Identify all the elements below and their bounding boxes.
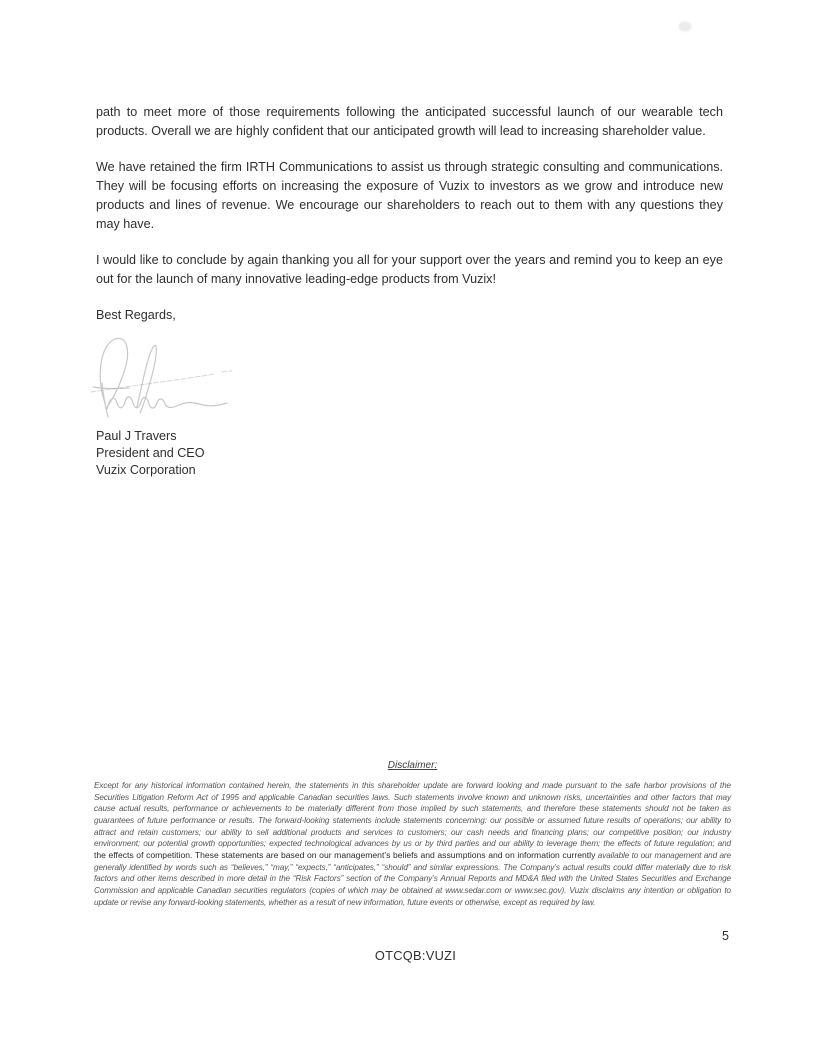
paragraph-line: out for the launch of many innovative leading-edge products from Vuzix! [96, 272, 496, 286]
signer-title: President and CEO [96, 446, 205, 460]
disclaimer-segment: Securities Litigation Reform Act of 1995 and applicable Canadian securities laws. Such statements involve known and unknown risks, uncertainties and other factors that may [94, 792, 731, 802]
stock-ticker: OTCQB:VUZI [374, 948, 457, 963]
signature-image [85, 333, 250, 428]
handwritten-signature-svg [85, 333, 250, 428]
disclaimer-line [94, 827, 731, 839]
paragraph [96, 251, 723, 289]
paragraph-line: We have retained the firm IRTH Communications to assist us through strategic consulting and communications. [96, 160, 723, 174]
disclaimer-segment: update or revise any forward-looking statements, whether as a result of new information, future events or otherwise, except as required by law. [94, 897, 596, 907]
signature-stroke [107, 397, 227, 409]
disclaimer-segment: guarantees of future performance or results. The forward-looking statements include statements concerning: our possible or assumed future results of operations; our ability to [94, 815, 731, 825]
letter-paragraphs [96, 103, 723, 342]
paragraph [96, 306, 723, 325]
paragraph-line: may have. [96, 217, 155, 231]
paragraph [96, 158, 723, 234]
signature-stroke [222, 371, 232, 372]
paragraph-line: Best Regards, [96, 308, 176, 322]
disclaimer-line [94, 862, 731, 874]
signer-company: Vuzix Corporation [96, 463, 196, 477]
paragraph-line: products. Overall we are highly confident that our anticipated growth will lead to increasing shareholder value. [96, 124, 706, 138]
disclaimer-segment: generally identified by words such as “believes,” “may,” “expects,” “anticipates,” “should” and similar expressions. The Company’s actual results could differ materially due to risk [94, 862, 731, 872]
disclaimer-line [94, 815, 731, 827]
disclaimer-segment: attract and retain customers; our ability to sell additional products and services to customers; our cash needs and financing plans; our competitive position; our industry [94, 827, 731, 837]
disclaimer-body [94, 780, 731, 908]
disclaimer-heading: Disclaimer: [387, 760, 438, 771]
disclaimer-line [94, 803, 731, 815]
signature-block [96, 428, 205, 479]
signer-name: Paul J Travers [96, 429, 177, 443]
disclaimer-segment: Commission and applicable Canadian securities regulators (copies of which may be obtained at www.sedar.com or www.sec.gov). Vuzix disclaims any intention or obligation to [94, 885, 731, 895]
paragraph [96, 103, 723, 141]
disclaimer-segment: factors and other items described in more detail in the “Risk Factors” section of the Company’s Annual Reports and MD&A filed with the United States Securities and Exchange [94, 874, 731, 884]
disclaimer-segment: Except for any historical information contained herein, the statements in this shareholder update are forward looking and made pursuant to the safe harbor provisions of the [94, 781, 731, 790]
disclaimer-line [94, 780, 731, 792]
signature-stroke [91, 374, 214, 392]
disclaimer-line [94, 873, 731, 885]
disclaimer-line [94, 897, 731, 909]
paragraph-line: products and lines of revenue. We encourage our shareholders to reach out to them with any questions they [96, 198, 723, 212]
disclaimer-line [94, 838, 731, 850]
disclaimer-line [94, 850, 731, 862]
paragraph-line: They will be focusing efforts on increasing the exposure of Vuzix to investors as we grow and introduce new [96, 179, 723, 193]
disclaimer-line [94, 885, 731, 897]
disclaimer-line [94, 792, 731, 804]
scan-artifact [679, 22, 691, 31]
disclaimer-segment: the effects of competition. These statements are based on our management’s beliefs and assumptions and on information currently [94, 849, 596, 860]
disclaimer-segment: environment; our potential growth opportunities; expected technological advances by us or by third parties and our ability to leverage them; the effects of future regulation; and [94, 839, 731, 849]
disclaimer-segment: available to our management and are [595, 850, 731, 860]
paragraph-line: path to meet more of those requirements following the anticipated successful launch of our wearable tech [96, 105, 723, 119]
signature-stroke [137, 345, 156, 413]
disclaimer-segment: cause actual results, performance or achievements to be materially different from those implied by such statements, and therefore these statements should not be taken as [94, 804, 731, 814]
page-number: 5 [722, 929, 729, 943]
paragraph-line: I would like to conclude by again thanking you all for your support over the years and remind you to keep an eye [96, 253, 723, 267]
